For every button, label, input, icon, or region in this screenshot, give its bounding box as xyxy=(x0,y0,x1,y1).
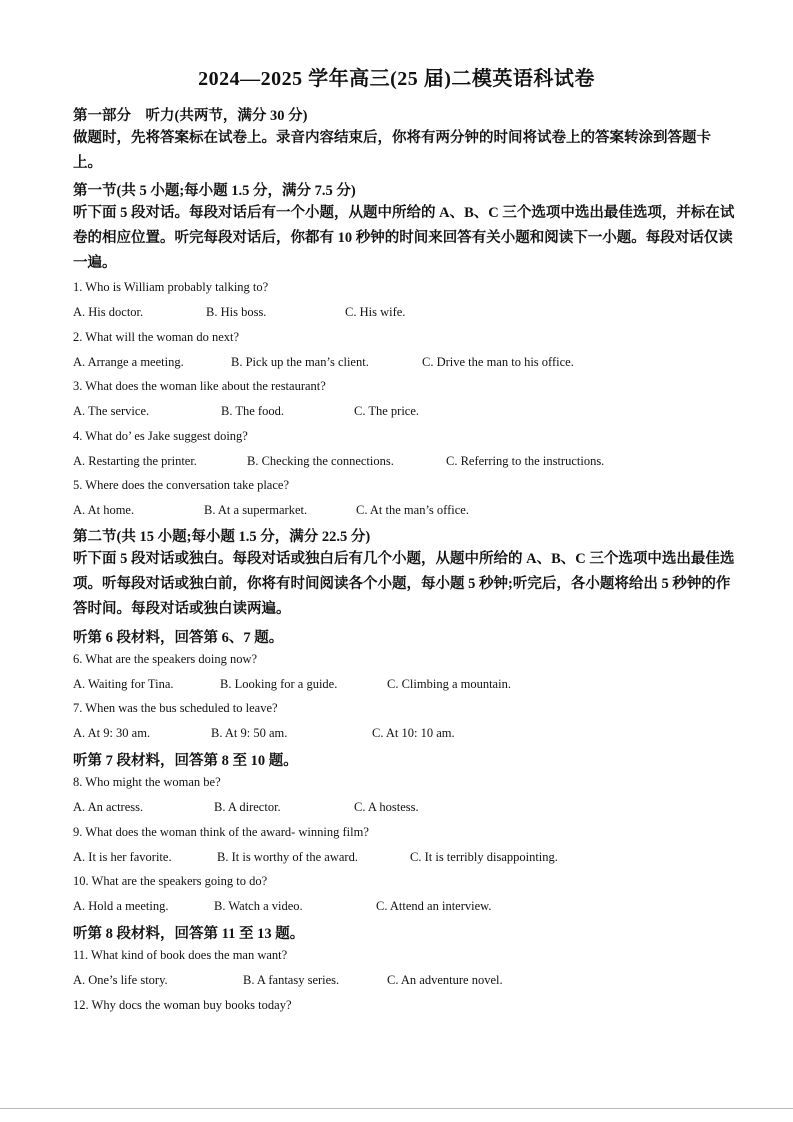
q7-option-a: A. At 9: 30 am. xyxy=(73,726,151,740)
section1-instruction: 听下面 5 段对话。每段对话后有一个小题，从题中所给的 A、B、C 三个选项中选出最佳选项，并标在试卷的相应位置。听完每段对话后，你都有 10 秒钟的时间来回答有关小题和阅读下一小题。每段对话仅读一遍。 xyxy=(73,205,735,271)
q4-option-b: B. Checking the connections. xyxy=(247,454,394,468)
q8-option-b: B. A director. xyxy=(214,800,281,814)
q10-option-b: B. Watch a video. xyxy=(214,899,303,913)
q8-option-a: A. An actress. xyxy=(73,800,144,814)
page-title: 2024—2025 学年高三(25 届)二模英语科试卷 xyxy=(198,68,595,90)
question-3: 3. What does the woman like about the restaurant? xyxy=(73,379,326,393)
q2-option-a: A. Arrange a meeting. xyxy=(73,355,184,369)
question-8: 8. Who might the woman be? xyxy=(73,775,221,789)
bottom-divider xyxy=(0,1108,793,1109)
question-2: 2. What will the woman do next? xyxy=(73,330,240,344)
material-8-heading: 听第 8 段材料，回答第 11 至 13 题。 xyxy=(73,926,305,942)
q2-option-b: B. Pick up the man’s client. xyxy=(231,355,369,369)
question-11: 11. What kind of book does the man want? xyxy=(73,948,288,962)
q6-option-c: C. Climbing a mountain. xyxy=(387,677,511,691)
q4-option-c: C. Referring to the instructions. xyxy=(446,454,605,468)
q6-option-b: B. Looking for a guide. xyxy=(220,677,338,691)
q1-option-b: B. His boss. xyxy=(206,305,267,319)
q9-option-a: A. It is her favorite. xyxy=(73,850,172,864)
q3-option-b: B. The food. xyxy=(221,404,284,418)
section2-instruction: 听下面 5 段对话或独白。每段对话或独白后有几个小题，从题中所给的 A、B、C 三个选项中选出最佳选项。听每段对话或独白前，你将有时间阅读各个小题，每小题 5 秒钟;听完后，各小题将给出 5 秒钟的作答时间。每段对话或独白读两遍。 xyxy=(73,551,735,617)
section2-heading: 第二节(共 15 小题;每小题 1.5 分，满分 22.5 分) xyxy=(73,529,371,545)
q8-option-c: C. A hostess. xyxy=(354,800,419,814)
material-6-heading: 听第 6 段材料，回答第 6、7 题。 xyxy=(73,630,284,646)
q6-option-a: A. Waiting for Tina. xyxy=(73,677,174,691)
q11-option-c: C. An adventure novel. xyxy=(387,973,503,987)
q3-option-c: C. The price. xyxy=(354,404,420,418)
q7-option-b: B. At 9: 50 am. xyxy=(211,726,288,740)
question-7: 7. When was the bus scheduled to leave? xyxy=(73,701,278,715)
question-5: 5. Where does the conversation take place? xyxy=(73,478,289,492)
question-4: 4. What do’ es Jake suggest doing? xyxy=(73,429,248,443)
q5-option-c: C. At the man’s office. xyxy=(356,503,469,517)
q11-option-a: A. One’s life story. xyxy=(73,973,168,987)
q10-option-a: A. Hold a meeting. xyxy=(73,899,169,913)
q5-option-b: B. At a supermarket. xyxy=(204,503,308,517)
q9-option-c: C. It is terribly disappointing. xyxy=(410,850,558,864)
material-7-heading: 听第 7 段材料，回答第 8 至 10 题。 xyxy=(73,753,298,769)
question-6: 6. What are the speakers doing now? xyxy=(73,652,258,666)
section1-heading: 第一节(共 5 小题;每小题 1.5 分，满分 7.5 分) xyxy=(73,183,356,199)
part1-heading: 第一部分 听力(共两节，满分 30 分) xyxy=(73,108,308,124)
q5-option-a: A. At home. xyxy=(73,503,135,517)
q9-option-b: B. It is worthy of the award. xyxy=(217,850,358,864)
question-9: 9. What does the woman think of the award- winning film? xyxy=(73,825,369,839)
question-10: 10. What are the speakers going to do? xyxy=(73,874,268,888)
q2-option-c: C. Drive the man to his office. xyxy=(422,355,574,369)
part1-instruction: 做题时，先将答案标在试卷上。录音内容结束后，你将有两分钟的时间将试卷上的答案转涂到答题卡上。 xyxy=(73,130,711,171)
question-12: 12. Why docs the woman buy books today? xyxy=(73,998,292,1012)
q1-option-a: A. His doctor. xyxy=(73,305,144,319)
q4-option-a: A. Restarting the printer. xyxy=(73,454,197,468)
q10-option-c: C. Attend an interview. xyxy=(376,899,492,913)
q3-option-a: A. The service. xyxy=(73,404,150,418)
q7-option-c: C. At 10: 10 am. xyxy=(372,726,455,740)
question-1: 1. Who is William probably talking to? xyxy=(73,280,269,294)
q1-option-c: C. His wife. xyxy=(345,305,406,319)
q11-option-b: B. A fantasy series. xyxy=(243,973,340,987)
